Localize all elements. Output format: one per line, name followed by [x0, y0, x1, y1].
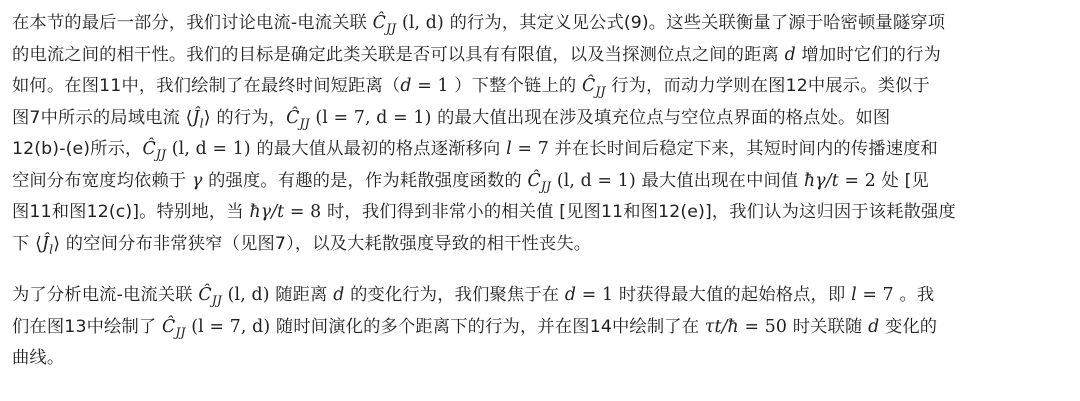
- math-symbol: γ: [191, 170, 203, 191]
- text-line: [12, 229, 1068, 261]
- math-subscript: l: [199, 114, 204, 130]
- text-run: 最大值出现在中间值: [635, 170, 805, 191]
- math-subscript: l: [49, 240, 54, 256]
- text-run: 增加时它们的行为: [795, 44, 941, 65]
- math-expression: = 50: [738, 316, 788, 337]
- math-symbol: Ĉ: [286, 107, 300, 128]
- math-symbol: d: [400, 76, 412, 96]
- text-line: [12, 103, 1068, 135]
- text-run: 的变化行为，我们聚焦于在: [344, 285, 565, 305]
- math-subscript: JJ: [175, 323, 186, 339]
- math-expression: = 7: [511, 139, 549, 159]
- math-symbol: ħγ/t: [804, 170, 839, 191]
- math-expression: = 1: [576, 285, 614, 305]
- text-run: 12(b)-(e)所示，: [12, 139, 143, 159]
- math-expression: = 7: [856, 285, 894, 305]
- math-symbol: Ĵ: [41, 233, 50, 254]
- math-symbol: τt/ħ: [704, 316, 739, 337]
- math-symbol: Ĵ: [192, 107, 200, 128]
- math-subscript: JJ: [540, 177, 552, 193]
- text-run: 处 [见: [875, 170, 929, 191]
- math-expression: (l, d = 1): [551, 170, 636, 191]
- text-run: 随距离: [269, 285, 334, 305]
- text-line: [12, 71, 1068, 103]
- text-run: 并在长时间后稳定下来，其短时间内的传播速度和: [548, 139, 938, 159]
- math-subscript: JJ: [386, 20, 397, 36]
- math-symbol: d: [868, 316, 880, 337]
- text-line: [12, 8, 1068, 40]
- text-line: [12, 197, 1068, 229]
- math-symbol: Ĉ: [527, 170, 541, 191]
- math-subscript: JJ: [299, 114, 310, 130]
- text-run: 的最大值从最初的格点逐渐移向: [250, 139, 507, 159]
- text-run: 变化的: [879, 316, 938, 337]
- math-expression: = 1: [411, 76, 449, 96]
- math-expression: ⟩: [53, 233, 61, 254]
- text-run: 在本节的最后一部分，我们讨论电流-电流关联: [12, 13, 373, 33]
- text-line: [12, 40, 1068, 72]
- math-subscript: JJ: [595, 83, 606, 99]
- math-expression: (l, d): [222, 285, 270, 305]
- math-symbol: d: [333, 285, 345, 305]
- paragraph-2: [12, 280, 1068, 375]
- text-run: 的行为，: [210, 107, 287, 128]
- math-symbol: l: [506, 139, 512, 159]
- math-symbol: Ĉ: [372, 13, 387, 33]
- text-run: 图7中所示的局域电流: [12, 107, 186, 128]
- math-expression: (l = 7, d = 1): [309, 107, 432, 128]
- text-run: 行为，而动力学则在图12中展示。类似于: [605, 76, 930, 96]
- math-symbol: ħγ/t: [249, 202, 285, 222]
- text-run: 们在图13中绘制了: [12, 316, 162, 337]
- text-line: [12, 280, 1068, 312]
- math-symbol: d: [564, 285, 577, 305]
- math-expression: = 2: [838, 170, 876, 191]
- math-expression: ⟨: [185, 107, 193, 128]
- math-symbol: l: [851, 285, 857, 305]
- text-run: 为了分析电流-电流关联: [12, 285, 199, 305]
- paragraph-1: [12, 8, 1068, 260]
- text-line: [12, 312, 1068, 344]
- text-run: 的强度。有趣的是，作为耗散强度函数的: [202, 170, 528, 191]
- math-expression: = 8: [284, 202, 322, 222]
- math-symbol: Ĉ: [581, 76, 596, 96]
- text-run: 的最大值出现在涉及填充位点与空位点界面的格点处。如图: [431, 107, 891, 128]
- text-run: 时关联随: [787, 316, 869, 337]
- text-run: 下: [12, 233, 36, 254]
- text-run: 时获得最大值的起始格点，即: [613, 285, 852, 305]
- text-run: 的行为，其定义见公式(9)。这些关联衡量了源于哈密顿量隧穿项: [443, 13, 946, 33]
- text-run: 时，我们得到非常小的相关值 [见图11和图12(e)]，我们认为这归因于该耗散强度: [321, 202, 956, 222]
- math-expression: (l, d = 1): [166, 139, 251, 159]
- text-run: ）下整个链上的: [448, 76, 582, 96]
- text-run: 。我: [893, 285, 935, 305]
- text-run: 空间分布宽度均依赖于: [12, 170, 192, 191]
- text-run: 的电流之间的相干性。我们的目标是确定此类关联是否可以具有有限值，以及当探测位点之间的距离: [12, 44, 785, 65]
- text-line: [12, 166, 1068, 198]
- math-symbol: Ĉ: [142, 139, 156, 159]
- text-run: 图11和图12(c)]。特别地，当: [12, 202, 250, 222]
- text-line: [12, 343, 1068, 375]
- text-run: 如何。在图11中，我们绘制了在最终时间短距离（: [12, 76, 401, 96]
- text-run: 曲线。: [12, 348, 65, 368]
- math-expression: ⟩: [203, 107, 211, 128]
- math-subscript: JJ: [155, 146, 167, 162]
- text-run: 的空间分布非常狭窄（见图7），以及大耗散强度导致的相干性丧失。: [60, 233, 592, 254]
- math-symbol: Ĉ: [161, 316, 176, 337]
- text-line: [12, 134, 1068, 166]
- text-run: 随时间演化的多个距离下的行为，并在图14中绘制了在: [270, 316, 705, 337]
- math-symbol: Ĉ: [198, 285, 212, 305]
- math-subscript: JJ: [211, 292, 222, 308]
- paragraph-gap: [12, 260, 1068, 280]
- math-expression: ⟨: [35, 233, 42, 254]
- math-expression: (l, d): [396, 13, 444, 33]
- math-symbol: d: [784, 44, 796, 65]
- math-expression: (l = 7, d): [185, 316, 271, 337]
